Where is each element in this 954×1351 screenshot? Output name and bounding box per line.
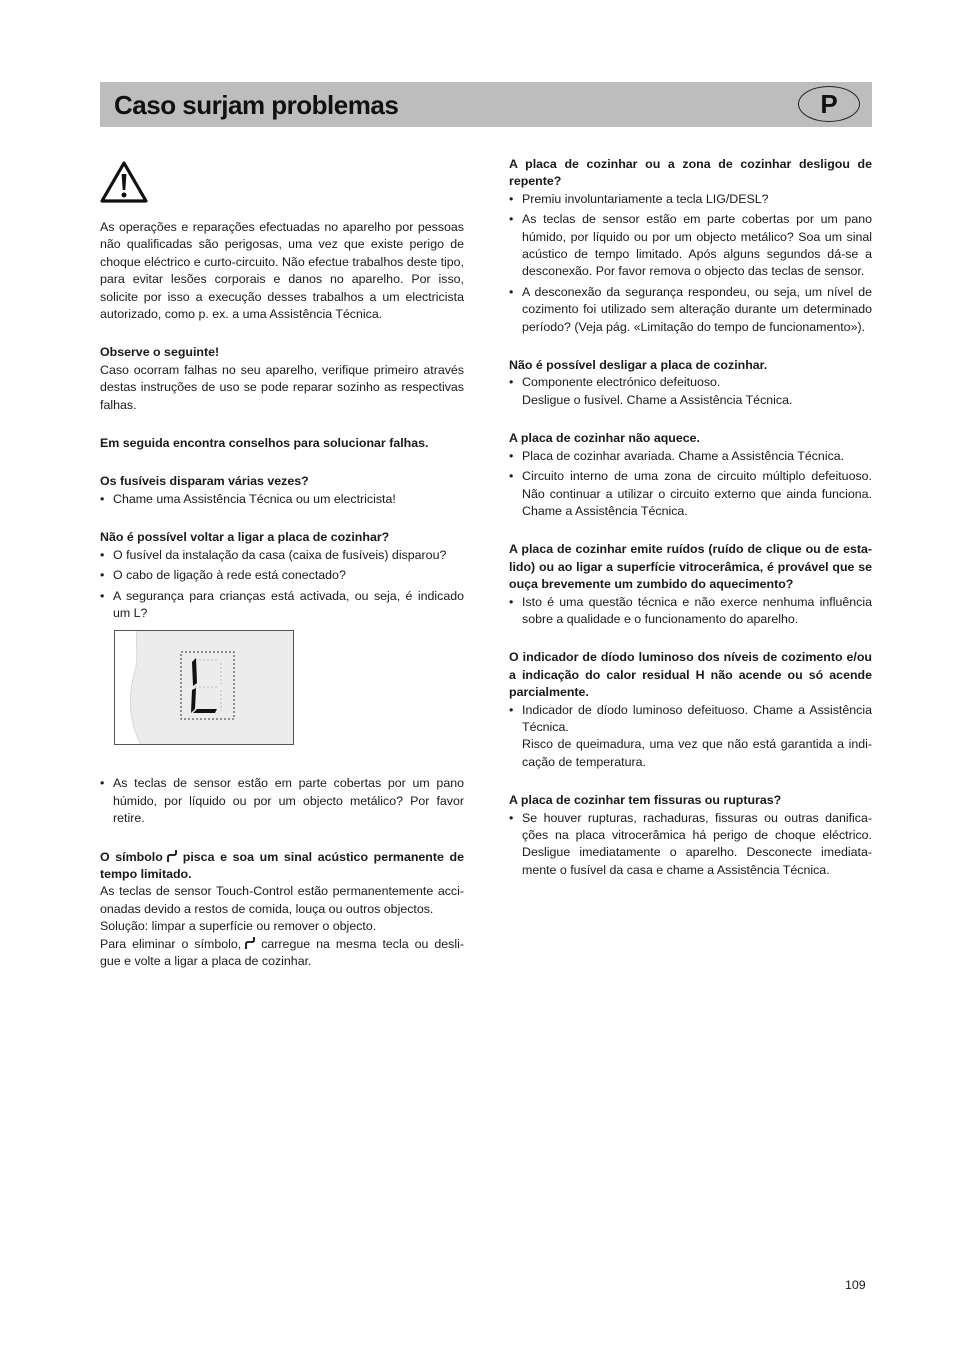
advice-heading: Em seguida encontra conselhos para solucionar falhas. [100, 436, 429, 451]
list-item: • Placa de cozinhar avariada. Chame a Assistência Técnica. [509, 448, 872, 465]
symbol-text: As teclas de sensor Touch-Control estão permanentemente acci-onadas devido a restos de comida, louça ou outros objectos. [100, 884, 464, 916]
solution-text: Solução: limpar a superfície ou remover o objecto. [100, 919, 377, 934]
list-item: • A segurança para crianças está activada, ou seja, é indicado um L? [100, 588, 464, 623]
list-item: • Premiu involuntariamente a tecla LIG/DESL? [509, 191, 872, 208]
no-heat-heading: A placa de cozinhar não aquece. [509, 431, 700, 446]
page-title: Caso surjam problemas [114, 90, 399, 120]
intro-paragraph: As operações e reparações efectuadas no aparelho por pessoas não qualificadas são perigosas, uma vez que existe perigo de choque eléctrico e curto-circuito. Não efectue trabalhos deste tipo, para evitar lesões corporais e danos no aparelho. Por isso, solicite por isso a execução desses trabalhos a um electricista autorizado, como p. ex. a uma Assistência Técnica. [100, 220, 464, 322]
switchoff-heading: A placa de cozinhar ou a zona de cozinhar desligou de repente? [509, 157, 872, 189]
noise-heading: A placa de cozinhar emite ruídos (ruído de clique ou de esta-lido) ou ao ligar a superfície vitrocerâmica, é provável que se ouça brevemente um zumbido do aquecimento? [509, 542, 872, 592]
cracks-section [509, 792, 872, 879]
led-section [509, 649, 872, 771]
section-header [100, 82, 872, 127]
left-column [100, 156, 464, 970]
seven-segment-L-display-icon [115, 631, 293, 744]
list-item: • Se houver rupturas, rachaduras, fissuras ou outras danifica-ções na placa vitrocerâmica há perigo de choque eléctrico. Desligue imediatamente o aparelho. Desconecte imediata-mente o fusível da casa e chame a Assistência Técnica. [509, 810, 872, 880]
no-heat-section [509, 430, 872, 520]
list-item: • Componente electrónico defeituoso. Desligue o fusível. Chame a Assistência Técnica. [509, 374, 872, 409]
fuses-section [100, 473, 464, 508]
list-item: • As teclas de sensor estão em parte cobertas por um pano húmido, por líquido ou por um objecto metálico? Por favor retire. [100, 775, 464, 827]
language-badge: P [798, 86, 860, 122]
display-illustration [114, 630, 294, 745]
cannot-off-section [509, 357, 872, 409]
warning-triangle-icon [100, 160, 148, 204]
switchoff-section [509, 156, 872, 336]
observe-heading: Observe o seguinte! [100, 345, 220, 360]
list-item: • O fusível da instalação da casa (caixa de fusíveis) disparou? [100, 547, 464, 564]
restart-section [100, 529, 464, 827]
list-item: • Indicador de díodo luminoso defeituoso. Chame a Assistência Técnica. Risco de queimadura, uma vez que não está garantida a indi-cação de temperatura. [509, 702, 872, 772]
cannot-off-heading: Não é possível desligar a placa de cozinhar. [509, 358, 768, 373]
list-item: • Isto é uma questão técnica e não exerce nenhuma influência sobre a qualidade e o funcionamento do aparelho. [509, 594, 872, 629]
list-item: • O cabo de ligação à rede está conectado? [100, 567, 464, 584]
symbol-section [100, 849, 464, 971]
list-item: • A desconexão da segurança respondeu, ou seja, um nível de cozimento foi utilizado sem alteração durante um determinado período? (Veja pág. «Limitação do tempo de funcionamento»). [509, 284, 872, 336]
eliminate-text: Para eliminar o símbolo, carregue na mesma tecla ou desli-gue e volte a ligar a placa de cozinhar. [100, 936, 464, 968]
hook-symbol-icon [244, 936, 258, 950]
fuses-heading: Os fusíveis disparam várias vezes? [100, 474, 309, 489]
list-item: • Circuito interno de uma zona de circuito múltiplo defeituoso. Não continuar a utilizar o circuito externo que ainda funciona. Chame a Assistência Técnica. [509, 468, 872, 520]
cracks-heading: A placa de cozinhar tem fissuras ou rupturas? [509, 793, 782, 808]
noise-section [509, 541, 872, 628]
list-item: • As teclas de sensor estão em parte cobertas por um pano húmido, por líquido ou por um objecto metálico? Soa um sinal acústico de tempo limitado. Após alguns segundos dá-se a desconexão. Por favor remova o objecto das teclas de sensor. [509, 211, 872, 281]
restart-heading: Não é possível voltar a ligar a placa de cozinhar? [100, 530, 390, 545]
observe-section [100, 344, 464, 414]
right-column [509, 156, 872, 900]
list-item: • Chame uma Assistência Técnica ou um electricista! [100, 491, 464, 508]
page-number: 109 [845, 1278, 866, 1292]
hook-symbol-icon [166, 849, 180, 863]
symbol-heading: O símbolo pisca e soa um sinal acústico permanente de tempo limitado. [100, 849, 464, 881]
led-heading: O indicador de díodo luminoso dos níveis de cozimento e/ou a indicação do calor residual H não acende ou só acende parcialmente. [509, 650, 872, 700]
observe-text: Caso ocorram falhas no seu aparelho, verifique primeiro através destas instruções de uso se pode reparar sozinho as respectivas falhas. [100, 362, 464, 412]
